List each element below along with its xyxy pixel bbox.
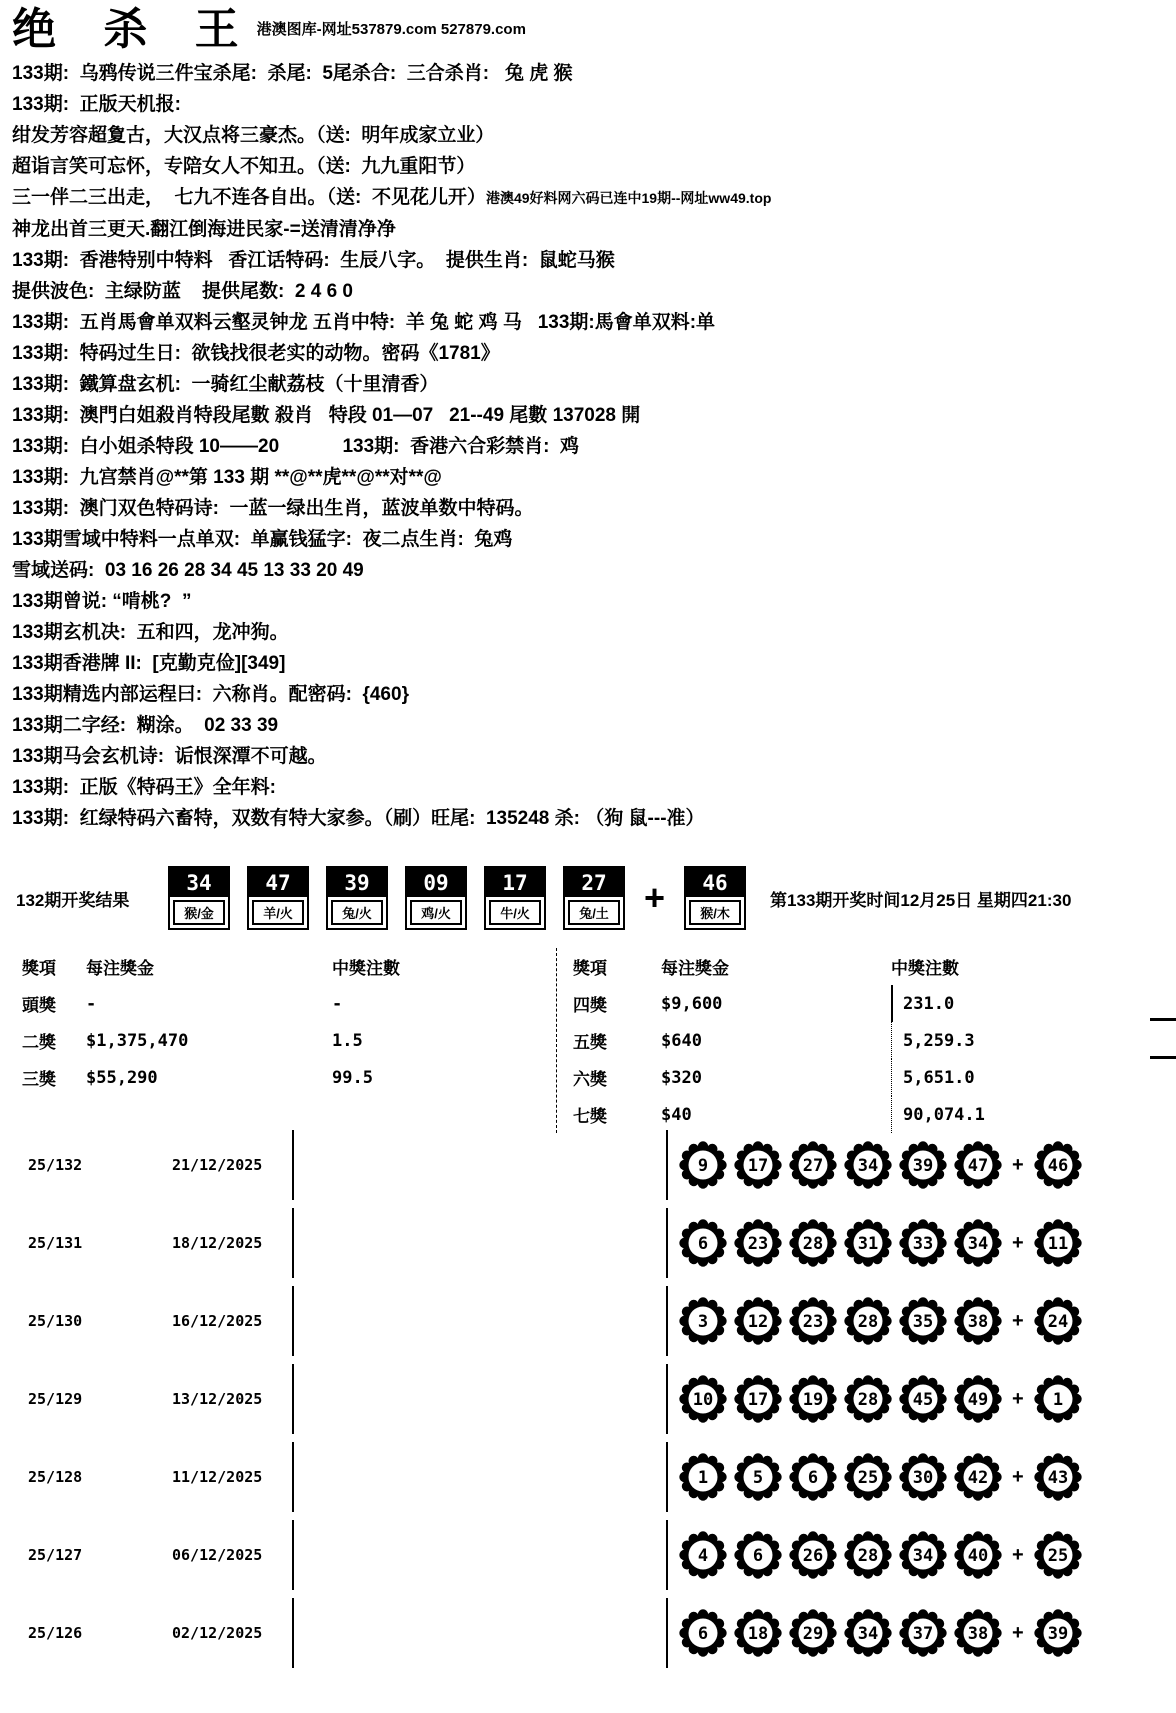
draw-ball-zodiac: 兔/土: [568, 900, 620, 925]
plus-sign: +: [1012, 1387, 1024, 1410]
tip-text: 133期: 九宫禁肖@**第 133 期 **@**虎**@**对**@: [12, 467, 442, 488]
svg-text:27: 27: [802, 1156, 824, 1176]
draw-ball-number: 09: [407, 868, 465, 897]
svg-text:33: 33: [912, 1234, 934, 1254]
lottery-ball-extra: [1033, 1530, 1083, 1580]
svg-text:28: 28: [857, 1546, 879, 1566]
tip-line: [12, 772, 1172, 803]
tip-line: [12, 555, 1172, 586]
tip-text: 133期: 澳門白姐殺肖特段尾數 殺肖 特段 01—07 21--49 尾數 137028 開: [12, 405, 641, 426]
prize-amount: $40: [661, 1104, 692, 1125]
history-issue: 25/127: [28, 1546, 83, 1564]
prize-amount: -: [86, 993, 97, 1014]
lottery-ball: [788, 1374, 838, 1424]
tip-text: 133期精选内部运程曰: 六称肖。配密码: {460}: [12, 684, 409, 705]
last-draw-label: 132期开奖结果: [16, 890, 130, 910]
edge-mark: [1150, 1056, 1176, 1059]
divider-line: [666, 1442, 668, 1512]
svg-text:24: 24: [1047, 1312, 1068, 1332]
divider-line: [292, 1130, 294, 1200]
tip-line: [12, 89, 1172, 120]
tip-line: [12, 58, 1172, 89]
tip-line: [12, 803, 1172, 834]
lottery-ball: [788, 1140, 838, 1190]
svg-text:42: 42: [967, 1468, 989, 1488]
lottery-ball: [843, 1530, 893, 1580]
tip-text: 133期: 红绿特码六畜特，双数有特大家参。（刷）旺尾: 135248 杀: （狗 鼠---准）: [12, 808, 705, 829]
svg-text:3: 3: [697, 1312, 709, 1332]
svg-text:35: 35: [912, 1312, 934, 1332]
tip-text: 133期曾说: “啃桃? ”: [12, 591, 192, 612]
tip-text: 133期: 香港特别中特料 香江话特码: 生辰八字。 提供生肖: 鼠蛇马猴: [12, 250, 615, 271]
svg-text:25: 25: [857, 1468, 879, 1488]
prize-winner-count: 231.0: [891, 985, 1105, 1022]
tip-text: 133期二字经: 糊涂。 02 33 39: [12, 715, 279, 736]
lottery-ball: [733, 1530, 783, 1580]
lottery-ball: [788, 1452, 838, 1502]
history-row: [16, 1282, 1083, 1360]
prize-table-left: [22, 948, 542, 1096]
svg-text:34: 34: [912, 1546, 934, 1566]
last-draw-strip: [16, 866, 1071, 930]
history-balls: [678, 1218, 1083, 1268]
draw-ball-number: 34: [170, 868, 228, 897]
prize-header: 每注獎金: [661, 959, 729, 978]
svg-text:25: 25: [1047, 1546, 1068, 1566]
lottery-ball: [953, 1140, 1003, 1190]
tip-line: [12, 338, 1172, 369]
lottery-ball: [898, 1530, 948, 1580]
svg-text:10: 10: [692, 1390, 714, 1410]
tip-note: 港澳49好料网六码已连中19期--网址ww49.top: [485, 190, 772, 206]
svg-text:4: 4: [697, 1546, 709, 1566]
svg-text:6: 6: [807, 1468, 819, 1488]
svg-text:39: 39: [1047, 1624, 1068, 1644]
divider-line: [666, 1130, 668, 1200]
lottery-ball: [953, 1296, 1003, 1346]
svg-text:40: 40: [967, 1546, 989, 1566]
history-issue: 25/130: [28, 1312, 83, 1330]
history-row: [16, 1126, 1083, 1204]
history-row: [16, 1438, 1083, 1516]
divider-line: [292, 1598, 294, 1668]
tip-line: [12, 120, 1172, 151]
draw-ball-box: [326, 866, 388, 930]
tip-line: [12, 182, 1172, 214]
svg-text:31: 31: [857, 1234, 879, 1254]
svg-text:17: 17: [747, 1390, 769, 1410]
tip-line: [12, 151, 1172, 182]
lottery-ball: [678, 1530, 728, 1580]
divider-line: [292, 1520, 294, 1590]
draw-ball-number: 27: [565, 868, 623, 897]
draw-ball-number: 39: [328, 868, 386, 897]
svg-text:39: 39: [912, 1156, 934, 1176]
lottery-ball: [843, 1374, 893, 1424]
divider-line: [666, 1598, 668, 1668]
tip-line: [12, 245, 1172, 276]
divider-line: [292, 1442, 294, 1512]
divider-line: [666, 1208, 668, 1278]
lottery-ball: [953, 1218, 1003, 1268]
lottery-ball: [733, 1374, 783, 1424]
plus-sign: +: [1012, 1309, 1024, 1332]
divider-line: [666, 1286, 668, 1356]
lottery-ball-extra: [1033, 1374, 1083, 1424]
svg-text:38: 38: [967, 1624, 989, 1644]
tip-line: [12, 276, 1172, 307]
lottery-ball: [898, 1374, 948, 1424]
svg-text:34: 34: [857, 1624, 879, 1644]
svg-text:43: 43: [1047, 1468, 1068, 1488]
tip-text: 133期: 五肖馬會单双料云壑灵钟龙 五肖中特: 羊 兔 蛇 鸡 马 133期:馬會单双料:单: [12, 312, 716, 333]
tip-text: 提供波色: 主绿防蓝 提供尾数: 2 4 6 0: [12, 281, 353, 302]
lottery-ball-extra: [1033, 1452, 1083, 1502]
lottery-ball: [733, 1452, 783, 1502]
tip-text: 三一伴二三出走， 七九不连各自出。（送: 不见花儿开）: [12, 187, 486, 208]
svg-text:46: 46: [1047, 1156, 1068, 1176]
history-issue: 25/126: [28, 1624, 83, 1642]
tip-text: 133期: 正版天机报:: [12, 94, 181, 115]
lottery-ball-extra: [1033, 1140, 1083, 1190]
tip-text: 133期马会玄机诗: 诟恨深潭不可越。: [12, 746, 327, 767]
draw-ball-zodiac: 猴/木: [689, 900, 741, 925]
history-issue: 25/129: [28, 1390, 83, 1408]
tip-line: [12, 710, 1172, 741]
svg-text:11: 11: [1047, 1234, 1068, 1254]
svg-text:49: 49: [967, 1390, 989, 1410]
svg-text:6: 6: [697, 1624, 709, 1644]
prize-amount: $9,600: [661, 993, 723, 1014]
tip-line: [12, 741, 1172, 772]
svg-text:17: 17: [747, 1156, 769, 1176]
svg-text:19: 19: [802, 1390, 824, 1410]
svg-text:23: 23: [747, 1234, 769, 1254]
tip-line: [12, 431, 1172, 462]
prize-table-right: [556, 948, 1105, 1133]
tip-text: 133期: 正版《特码王》全年料:: [12, 777, 276, 798]
svg-text:28: 28: [857, 1390, 879, 1410]
history-issue: 25/132: [28, 1156, 83, 1174]
lottery-ball: [788, 1530, 838, 1580]
lottery-ball: [678, 1452, 728, 1502]
prize-amount: $320: [661, 1067, 702, 1088]
svg-text:30: 30: [912, 1468, 934, 1488]
plus-sign: +: [1012, 1465, 1024, 1488]
lottery-ball: [733, 1140, 783, 1190]
history-issue: 25/128: [28, 1468, 83, 1486]
draw-ball-number: 17: [486, 868, 544, 897]
site-urls: 港澳图库-网址537879.com 527879.com: [256, 21, 526, 38]
history-balls: [678, 1608, 1083, 1658]
page-header: [12, 6, 526, 54]
lottery-ball: [733, 1218, 783, 1268]
draw-ball-box: [247, 866, 309, 930]
tip-line: [12, 493, 1172, 524]
svg-text:6: 6: [697, 1234, 709, 1254]
plus-sign: +: [1012, 1231, 1024, 1254]
prize-header: 獎項: [22, 959, 56, 978]
lottery-ball: [788, 1608, 838, 1658]
tip-line: [12, 617, 1172, 648]
divider-line: [666, 1520, 668, 1590]
history-date: 13/12/2025: [172, 1390, 263, 1408]
prize-tier: 頭獎: [22, 996, 56, 1015]
prize-winner-count: 1.5: [332, 1030, 363, 1051]
lottery-ball-extra: [1033, 1608, 1083, 1658]
prize-tier: 五獎: [573, 1033, 607, 1052]
lottery-ball: [843, 1218, 893, 1268]
svg-text:34: 34: [857, 1156, 879, 1176]
svg-text:18: 18: [747, 1624, 769, 1644]
history-results: [16, 1126, 1083, 1672]
lottery-ball: [953, 1608, 1003, 1658]
plus-sign: +: [1012, 1153, 1024, 1176]
tips-list: [12, 58, 1172, 834]
history-balls: [678, 1452, 1083, 1502]
plus-sign: +: [1012, 1543, 1024, 1566]
draw-ball-box: [484, 866, 546, 930]
tip-text: 雪域送码: 03 16 26 28 34 45 13 33 20 49: [12, 560, 364, 581]
tip-line: [12, 400, 1172, 431]
draw-ball-box: [168, 866, 230, 930]
lottery-ball: [953, 1374, 1003, 1424]
lottery-ball: [843, 1296, 893, 1346]
history-row: [16, 1360, 1083, 1438]
lottery-ball: [898, 1452, 948, 1502]
draw-ball-zodiac: 鸡/火: [410, 900, 462, 925]
lottery-ball: [843, 1140, 893, 1190]
svg-text:5: 5: [752, 1468, 764, 1488]
prize-winner-count: -: [332, 993, 343, 1014]
prize-winner-count: 5,651.0: [891, 1059, 1105, 1096]
tip-line: [12, 586, 1172, 617]
history-row: [16, 1516, 1083, 1594]
svg-text:28: 28: [802, 1234, 824, 1254]
prize-amount: $640: [661, 1030, 702, 1051]
lottery-ball: [898, 1218, 948, 1268]
plus-sign: +: [644, 877, 666, 918]
lottery-ball-extra: [1033, 1296, 1083, 1346]
tip-text: 神龙出首三更天.翻江倒海进民家-=送清清净净: [12, 219, 396, 240]
prize-tier: 六獎: [573, 1070, 607, 1089]
history-date: 18/12/2025: [172, 1234, 263, 1252]
draw-ball-zodiac: 兔/火: [331, 900, 383, 925]
svg-text:28: 28: [857, 1312, 879, 1332]
prize-tier: 四獎: [573, 996, 607, 1015]
lottery-ball: [678, 1608, 728, 1658]
tip-text: 133期: 鐵算盘玄机: 一骑红尘献荔枝（十里清香）: [12, 374, 439, 395]
draw-ball-box: [405, 866, 467, 930]
page-title: 绝 杀 王: [12, 4, 255, 55]
tip-text: 133期玄机决: 五和四，龙冲狗。: [12, 622, 289, 643]
history-date: 02/12/2025: [172, 1624, 263, 1642]
tip-line: [12, 462, 1172, 493]
prize-tier: 七獎: [573, 1107, 607, 1126]
tip-line: [12, 679, 1172, 710]
tip-line: [12, 524, 1172, 555]
tip-text: 超诣言笑可忘怀，专陪女人不知丑。（送: 九九重阳节）: [12, 156, 476, 177]
edge-mark: [1150, 1018, 1176, 1021]
prize-tier: 三獎: [22, 1070, 56, 1089]
history-date: 11/12/2025: [172, 1468, 263, 1486]
tip-line: [12, 648, 1172, 679]
lottery-ball: [898, 1608, 948, 1658]
tip-text: 133期雪域中特料一点单双: 单赢钱猛字: 夜二点生肖: 兔鸡: [12, 529, 513, 550]
tip-text: 133期香港牌 II: [克勤克俭][349]: [12, 653, 286, 674]
tip-line: [12, 369, 1172, 400]
draw-ball-number: 46: [686, 868, 744, 897]
tip-line: [12, 214, 1172, 245]
lottery-ball: [733, 1296, 783, 1346]
lottery-ball: [953, 1530, 1003, 1580]
divider-line: [292, 1286, 294, 1356]
prize-tables: [22, 948, 1105, 1133]
tip-text: 133期: 乌鸦传说三件宝杀尾: 杀尾: 5尾杀合: 三合杀肖: 兔 虎 猴: [12, 63, 573, 84]
lottery-ball: [788, 1218, 838, 1268]
divider-line: [292, 1208, 294, 1278]
lottery-ball: [843, 1452, 893, 1502]
tip-line: [12, 307, 1172, 338]
plus-sign: +: [1012, 1621, 1024, 1644]
svg-text:1: 1: [697, 1468, 709, 1488]
divider-line: [292, 1364, 294, 1434]
svg-text:45: 45: [912, 1390, 934, 1410]
svg-text:38: 38: [967, 1312, 989, 1332]
prize-header: 獎項: [573, 959, 607, 978]
svg-text:29: 29: [802, 1624, 824, 1644]
history-balls: [678, 1296, 1083, 1346]
prize-tier: 二獎: [22, 1033, 56, 1052]
prize-header: 每注獎金: [86, 959, 154, 978]
last-draw-balls: [168, 866, 746, 930]
history-balls: [678, 1374, 1083, 1424]
history-balls: [678, 1140, 1083, 1190]
lottery-ball: [678, 1140, 728, 1190]
lottery-ball: [898, 1140, 948, 1190]
history-date: 16/12/2025: [172, 1312, 263, 1330]
svg-text:23: 23: [802, 1312, 824, 1332]
history-row: [16, 1594, 1083, 1672]
lottery-ball: [953, 1452, 1003, 1502]
draw-ball-number: 47: [249, 868, 307, 897]
svg-text:34: 34: [967, 1234, 989, 1254]
tip-text: 133期: 澳门双色特码诗: 一蓝一绿出生肖，蓝波单数中特码。: [12, 498, 534, 519]
draw-ball-box: [563, 866, 625, 930]
svg-text:47: 47: [967, 1156, 989, 1176]
svg-text:12: 12: [747, 1312, 769, 1332]
draw-ball-zodiac: 猴/金: [173, 900, 225, 925]
svg-text:26: 26: [802, 1546, 824, 1566]
lottery-ball: [843, 1608, 893, 1658]
tip-text: 绀发芳容超夐古，大汉点将三豪杰。（送: 明年成家立业）: [12, 125, 495, 146]
history-date: 06/12/2025: [172, 1546, 263, 1564]
divider-line: [666, 1364, 668, 1434]
lottery-ball: [733, 1608, 783, 1658]
svg-text:1: 1: [1052, 1390, 1063, 1410]
lottery-ball-extra: [1033, 1218, 1083, 1268]
prize-header: 中獎注數: [332, 959, 400, 978]
prize-amount: $55,290: [86, 1067, 158, 1088]
prize-winner-count: 90,074.1: [891, 1096, 1105, 1133]
tip-text: 133期: 特码过生日: 欲钱找很老实的动物。密码《1781》: [12, 343, 500, 364]
history-issue: 25/131: [28, 1234, 83, 1252]
lottery-ball: [678, 1374, 728, 1424]
next-draw-info: 第133期开奖时间12月25日 星期四21:30: [770, 890, 1072, 910]
prize-amount: $1,375,470: [86, 1030, 189, 1051]
history-date: 21/12/2025: [172, 1156, 263, 1174]
prize-header: 中獎注數: [891, 959, 959, 978]
lottery-ball: [678, 1296, 728, 1346]
lottery-ball: [788, 1296, 838, 1346]
prize-winner-count: 99.5: [332, 1067, 373, 1088]
svg-text:37: 37: [912, 1624, 934, 1644]
lottery-ball: [898, 1296, 948, 1346]
history-balls: [678, 1530, 1083, 1580]
tip-text: 133期: 白小姐杀特段 10——20 133期: 香港六合彩禁肖: 鸡: [12, 436, 579, 457]
draw-ball-box: [684, 866, 746, 930]
draw-ball-zodiac: 羊/火: [252, 900, 304, 925]
history-row: [16, 1204, 1083, 1282]
svg-text:9: 9: [697, 1156, 709, 1176]
lottery-ball: [678, 1218, 728, 1268]
draw-ball-zodiac: 牛/火: [489, 900, 541, 925]
svg-text:6: 6: [752, 1546, 764, 1566]
prize-winner-count: 5,259.3: [891, 1022, 1105, 1059]
